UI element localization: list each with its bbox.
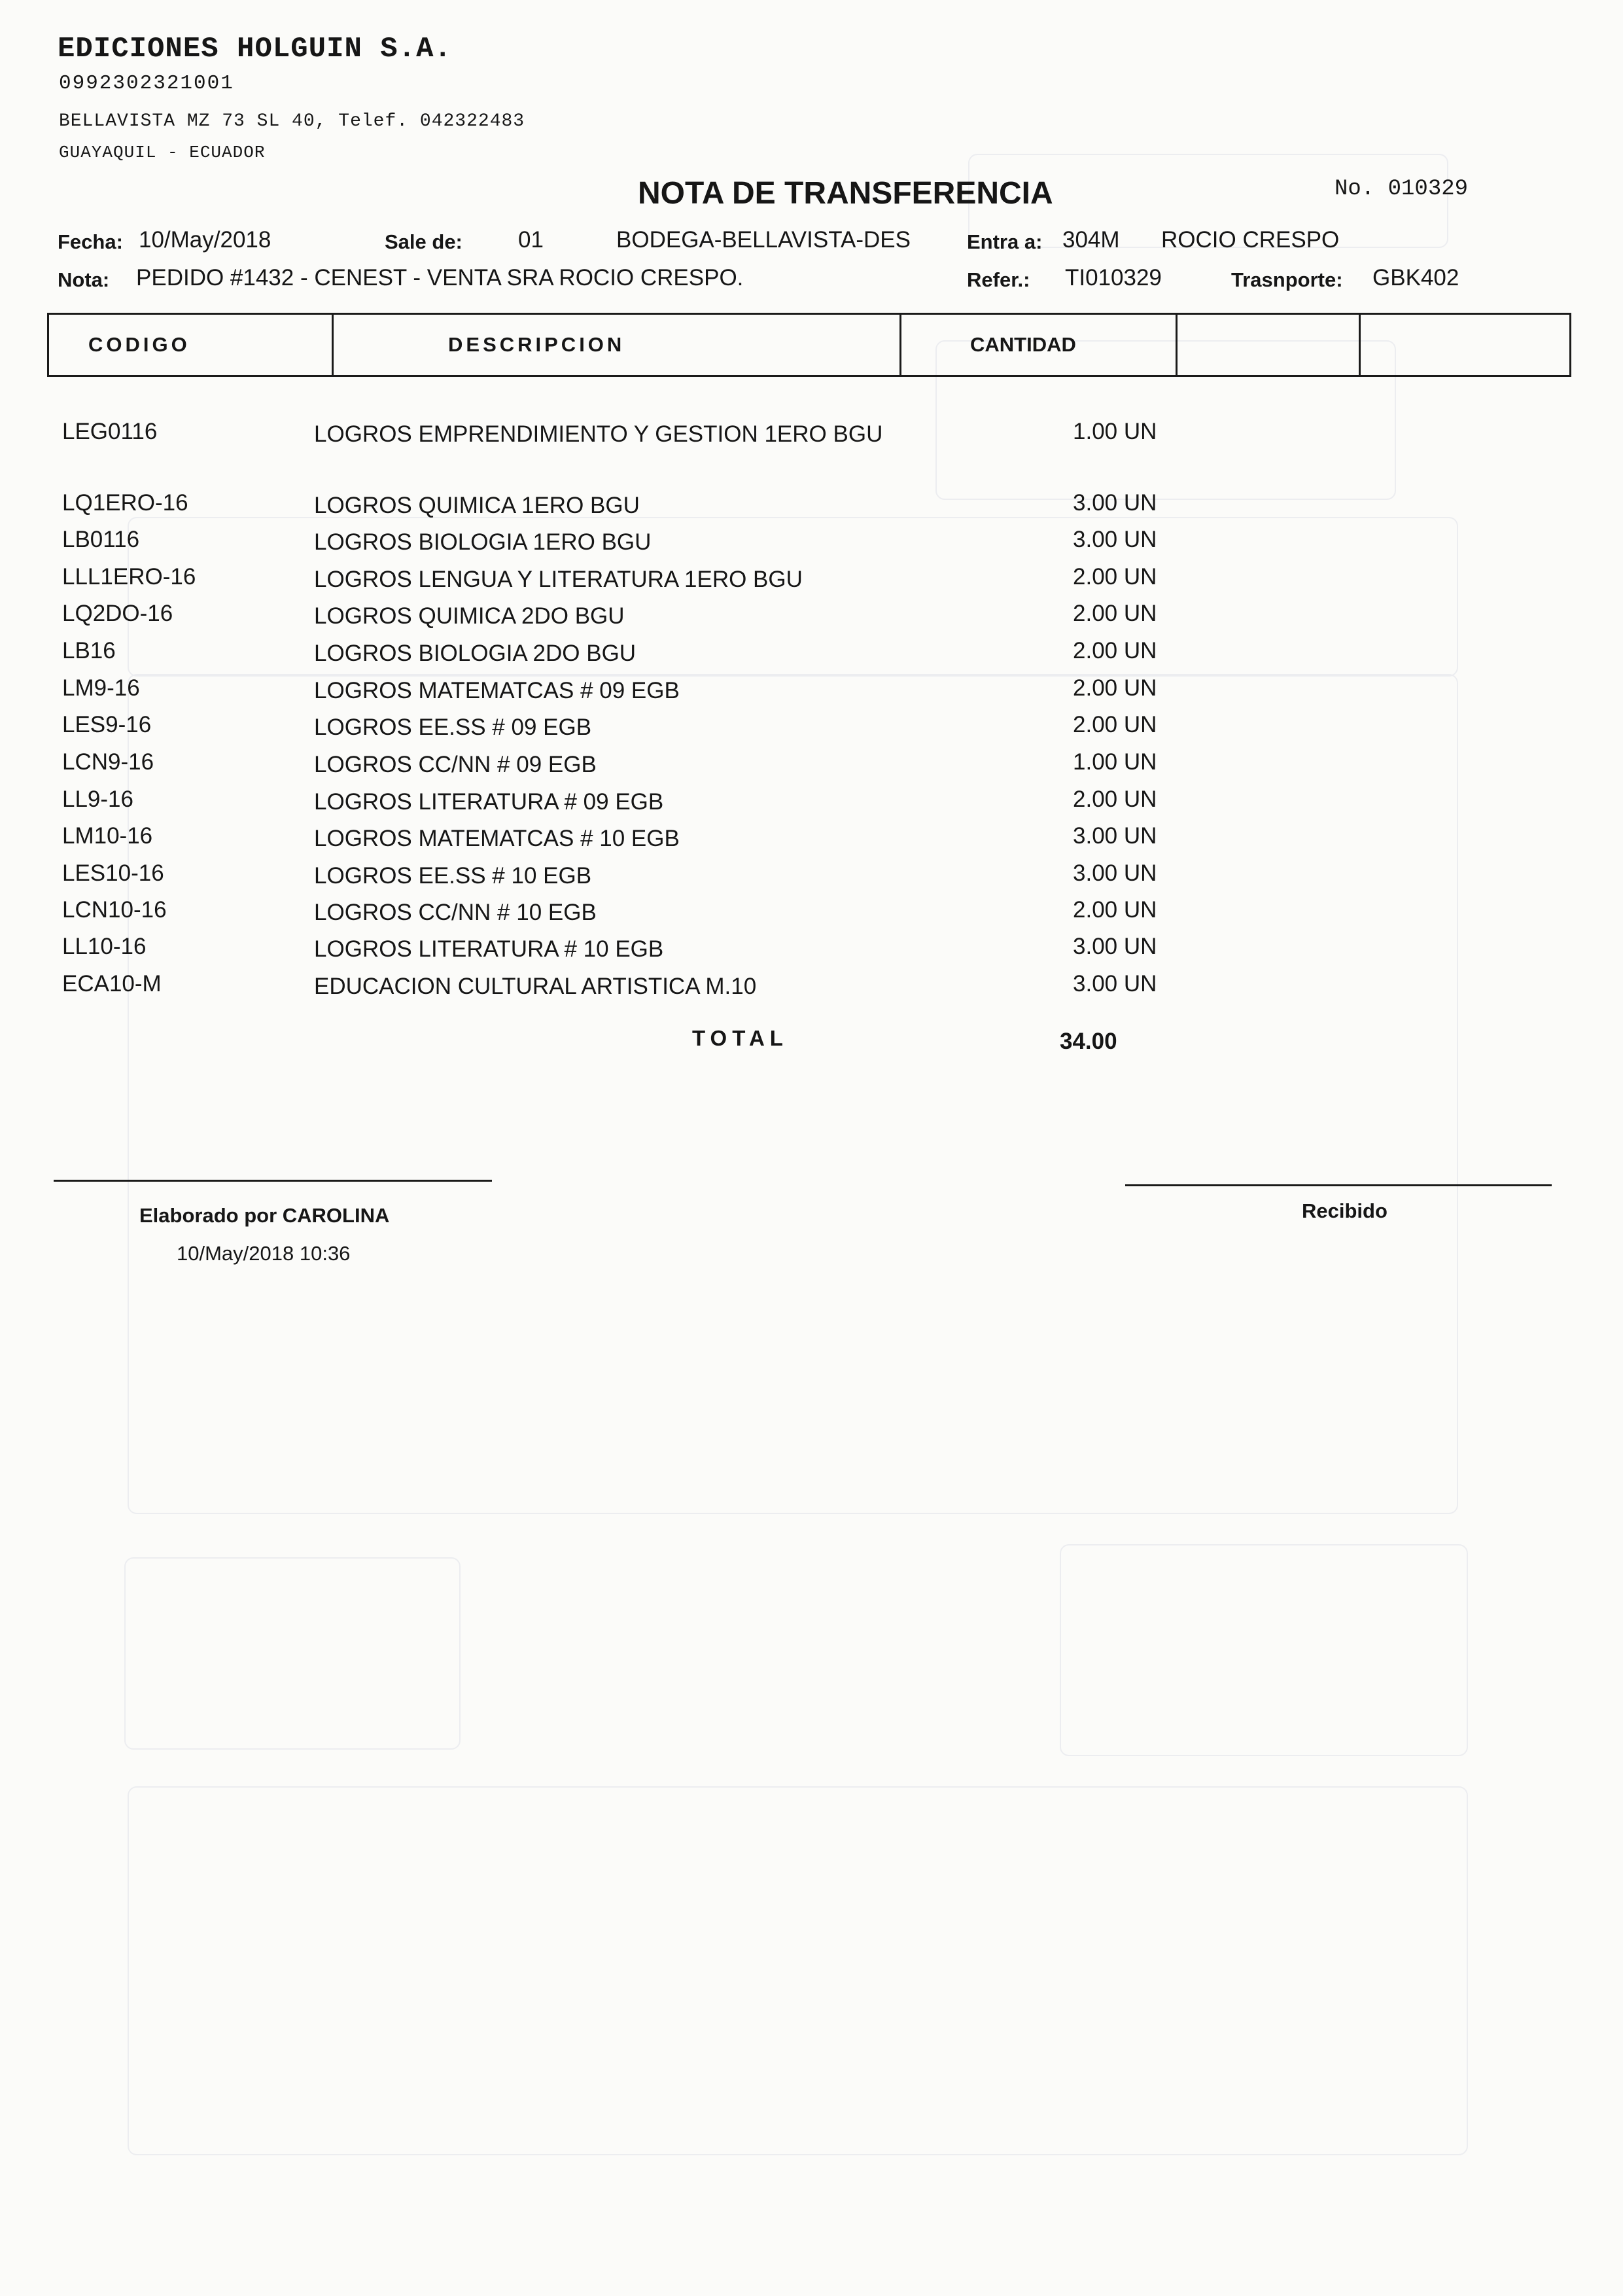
bleed-through-box bbox=[124, 1557, 461, 1750]
table-row bbox=[0, 897, 1623, 934]
row-code: LEG0116 bbox=[62, 419, 158, 444]
document-number bbox=[1335, 177, 1468, 202]
row-code: LES10-16 bbox=[62, 860, 164, 886]
document-title: NOTA DE TRANSFERENCIA bbox=[638, 176, 1053, 211]
row-quantity: 3.00 UN bbox=[1073, 934, 1157, 959]
table-row bbox=[0, 564, 1623, 601]
total-value: 34.00 bbox=[1060, 1029, 1117, 1054]
table-row bbox=[0, 749, 1623, 786]
company-ruc: 0992302321001 bbox=[59, 72, 234, 95]
transporte-label: Trasnporte: bbox=[1231, 268, 1343, 291]
row-code: LM9-16 bbox=[62, 675, 140, 701]
table-row bbox=[0, 527, 1623, 563]
column-header-codigo: CODIGO bbox=[88, 333, 190, 356]
row-code: LM10-16 bbox=[62, 823, 153, 849]
table-row bbox=[0, 786, 1623, 823]
row-description: LOGROS EE.SS # 10 EGB bbox=[314, 863, 592, 889]
refer-label: Refer.: bbox=[967, 268, 1030, 291]
entra-a-label: Entra a: bbox=[967, 230, 1043, 253]
row-description: LOGROS CC/NN # 10 EGB bbox=[314, 900, 597, 925]
row-code: LES9-16 bbox=[62, 712, 152, 737]
table-row bbox=[0, 601, 1623, 637]
row-description: LOGROS LITERATURA # 10 EGB bbox=[314, 936, 664, 962]
sale-de-label: Sale de: bbox=[385, 230, 462, 253]
row-quantity: 3.00 UN bbox=[1073, 527, 1157, 552]
bleed-through-box bbox=[1060, 1544, 1468, 1756]
nota-value: PEDIDO #1432 - CENEST - VENTA SRA ROCIO CRESPO. bbox=[136, 265, 744, 291]
row-code: ECA10-M bbox=[62, 971, 162, 997]
signature-line-recibido bbox=[1125, 1184, 1552, 1186]
bleed-through-box bbox=[128, 1786, 1468, 2155]
row-code: LL10-16 bbox=[62, 934, 147, 959]
sale-de-code: 01 bbox=[518, 227, 544, 253]
row-description: LOGROS EE.SS # 09 EGB bbox=[314, 715, 592, 740]
row-quantity: 2.00 UN bbox=[1073, 638, 1157, 663]
column-header-cantidad: CANTIDAD bbox=[970, 333, 1076, 356]
row-quantity: 1.00 UN bbox=[1073, 419, 1157, 444]
sale-de-name: BODEGA-BELLAVISTA-DES bbox=[616, 227, 911, 253]
fecha-label: Fecha: bbox=[58, 230, 123, 253]
row-description: LOGROS CC/NN # 09 EGB bbox=[314, 752, 597, 777]
row-quantity: 3.00 UN bbox=[1073, 490, 1157, 516]
total-label: TOTAL bbox=[692, 1026, 788, 1050]
table-row bbox=[0, 860, 1623, 897]
row-description: EDUCACION CULTURAL ARTISTICA M.10 bbox=[314, 974, 757, 999]
table-row bbox=[0, 823, 1623, 860]
row-quantity: 2.00 UN bbox=[1073, 675, 1157, 701]
row-code: LCN9-16 bbox=[62, 749, 154, 775]
row-description: LOGROS MATEMATCAS # 10 EGB bbox=[314, 826, 680, 851]
table-row bbox=[0, 638, 1623, 675]
row-quantity: 3.00 UN bbox=[1073, 860, 1157, 886]
row-description: LOGROS EMPRENDIMIENTO Y GESTION 1ERO BGU bbox=[314, 421, 883, 447]
recibido-label: Recibido bbox=[1302, 1199, 1387, 1222]
row-description: LOGROS BIOLOGIA 1ERO BGU bbox=[314, 529, 652, 555]
row-description: LOGROS MATEMATCAS # 09 EGB bbox=[314, 678, 680, 703]
column-divider bbox=[1176, 315, 1178, 375]
table-row bbox=[0, 971, 1623, 1008]
row-code: LB16 bbox=[62, 638, 116, 663]
transporte-value: GBK402 bbox=[1372, 265, 1459, 291]
column-header-descripcion: DESCRIPCION bbox=[448, 333, 625, 356]
table-row bbox=[0, 712, 1623, 749]
row-quantity: 3.00 UN bbox=[1073, 971, 1157, 997]
nota-label: Nota: bbox=[58, 268, 110, 291]
table-header bbox=[47, 313, 1571, 377]
row-code: LLL1ERO-16 bbox=[62, 564, 196, 590]
table-row bbox=[0, 490, 1623, 527]
row-quantity: 2.00 UN bbox=[1073, 564, 1157, 590]
row-quantity: 2.00 UN bbox=[1073, 786, 1157, 812]
row-code: LQ2DO-16 bbox=[62, 601, 173, 626]
refer-value: TI010329 bbox=[1065, 265, 1162, 291]
row-description: LOGROS QUIMICA 1ERO BGU bbox=[314, 493, 640, 518]
company-name: EDICIONES HOLGUIN S.A. bbox=[58, 33, 452, 65]
company-city: GUAYAQUIL - ECUADOR bbox=[59, 143, 266, 162]
document-number-value: 010329 bbox=[1387, 177, 1469, 202]
signature-line-elaborado bbox=[54, 1180, 492, 1182]
fecha-value: 10/May/2018 bbox=[139, 227, 271, 253]
table-row bbox=[0, 419, 1623, 455]
row-description: LOGROS LENGUA Y LITERATURA 1ERO BGU bbox=[314, 567, 803, 592]
row-code: LCN10-16 bbox=[62, 897, 167, 923]
row-code: LL9-16 bbox=[62, 786, 133, 812]
row-quantity: 1.00 UN bbox=[1073, 749, 1157, 775]
row-quantity: 2.00 UN bbox=[1073, 897, 1157, 923]
row-quantity: 2.00 UN bbox=[1073, 712, 1157, 737]
table-row bbox=[0, 675, 1623, 712]
row-description: LOGROS BIOLOGIA 2DO BGU bbox=[314, 641, 637, 666]
row-quantity: 3.00 UN bbox=[1073, 823, 1157, 849]
elaborado-por: Elaborado por CAROLINA bbox=[139, 1204, 390, 1227]
row-quantity: 2.00 UN bbox=[1073, 601, 1157, 626]
row-code: LB0116 bbox=[62, 527, 140, 552]
column-divider bbox=[1359, 315, 1361, 375]
row-code: LQ1ERO-16 bbox=[62, 490, 188, 516]
entra-a-code: 304M bbox=[1062, 227, 1120, 253]
row-description: LOGROS QUIMICA 2DO BGU bbox=[314, 603, 625, 629]
elaborado-date: 10/May/2018 10:36 bbox=[177, 1242, 351, 1265]
company-address: BELLAVISTA MZ 73 SL 40, Telef. 042322483 bbox=[59, 111, 525, 132]
row-description: LOGROS LITERATURA # 09 EGB bbox=[314, 789, 664, 815]
column-divider bbox=[899, 315, 901, 375]
entra-a-name: ROCIO CRESPO bbox=[1161, 227, 1340, 253]
document-number-label: No. bbox=[1335, 177, 1375, 202]
table-row bbox=[0, 934, 1623, 970]
column-divider bbox=[332, 315, 334, 375]
